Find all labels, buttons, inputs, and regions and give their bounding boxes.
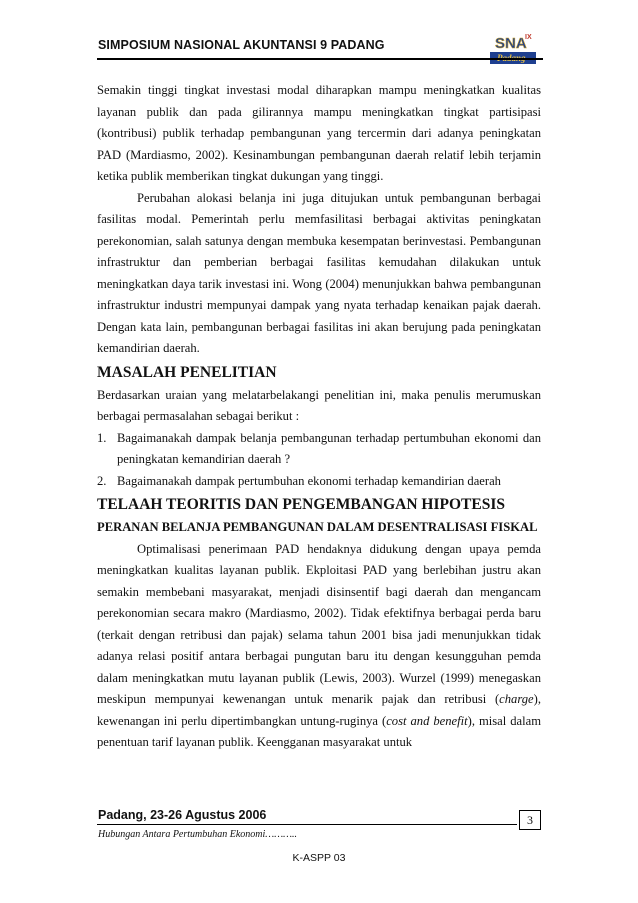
logo-subtext: Padang bbox=[497, 53, 526, 63]
sna-logo bbox=[486, 28, 540, 66]
list-number: 1. bbox=[97, 430, 107, 445]
logo-superscript: IX bbox=[525, 34, 532, 41]
list-item bbox=[97, 428, 541, 471]
text-run: ), kewenangan ini perlu dipertimbangkan untung-ruginya ( bbox=[97, 692, 541, 728]
subsection-heading: PERANAN BELANJA PEMBANGUNAN DALAM DESENTRALISASI FISKAL bbox=[97, 520, 538, 534]
section-heading: MASALAH PENELITIAN bbox=[97, 363, 277, 381]
footer-date: Padang, 23-26 Agustus 2006 bbox=[98, 808, 267, 822]
text-run: Optimalisasi penerimaan PAD hendaknya didukung dengan upaya pemda meningkatkan kualitas layanan publik. Ekploitasi PAD yang berlebihan justru akan semakin membebani masyarakat, menjadi disinsentif bagi daerah dan mengancam perekonomian secara makro (Mardiasmo, 2002). Tidak efektifnya berbagai perda baru (terkait dengan retribusi dan pajak) selama tahun 2001 bisa jadi menunjukkan tidak adanya relasi positif antara berbagai pungutan baru itu dengan kesungguhan pemda dalam meningkatkan mutu layanan publik (Lewis, 2003). Wurzel (1999) menegaskan meskipun mempunyai kewenangan untuk menarik pajak dan retribusi ( bbox=[97, 541, 541, 706]
text-run: ), misal dalam penentuan tarif layanan publik. Keengganan masyarakat untuk bbox=[97, 713, 541, 749]
paragraph: Berdasarkan uraian yang melatarbelakangi penelitian ini, maka penulis merumuskan berbagai permasalahan sebagai berikut : bbox=[97, 387, 541, 423]
header-rule bbox=[97, 58, 543, 60]
section-heading: TELAAH TEORITIS DAN PENGEMBANGAN HIPOTESIS bbox=[97, 496, 505, 513]
header-title: SIMPOSIUM NASIONAL AKUNTANSI 9 PADANG bbox=[98, 38, 385, 52]
list-item bbox=[97, 471, 541, 493]
emphasis: charge bbox=[499, 692, 534, 706]
paragraph bbox=[97, 539, 541, 754]
paragraph: Semakin tinggi tingkat investasi modal diharapkan mampu meningkatkan kualitas layanan publik dan pada gilirannya mampu meningkatkan tingkat partisipasi (kontribusi) publik terhadap pembangunan yang tercermin dari adanya peningkatan PAD (Mardiasmo, 2002). Kesinambungan pembangunan daerah relatif lebih terjamin ketika publik memberikan tingkat dukungan yang tinggi. bbox=[97, 83, 541, 183]
list-number: 2. bbox=[97, 473, 107, 488]
paragraph: Perubahan alokasi belanja ini juga ditujukan untuk pembangunan berbagai fasilitas modal. Pemerintah perlu memfasilitasi berbagai aktivitas peningkatan perekonomian, salah satunya dengan membuka kesempatan berinvestasi. Pembangunan infrastruktur dan pemberian berbagai fasilitas kemudahan dilakukan untuk meningkatkan daya tarik investasi ini. Wong (2004) menunjukkan bahwa pembangunan infrastruktur industri mempunyai dampak yang nyata terhadap kenaikan pajak daerah. Dengan kata lain, pembangunan berbagai fasilitas ini akan berujung pada peningkatan kemandirian daerah. bbox=[97, 190, 541, 355]
footer-rule bbox=[97, 824, 517, 825]
logo-text: SNA bbox=[495, 35, 527, 52]
list-text: Bagaimanakah dampak belanja pembangunan terhadap pertumbuhan ekonomi dan peningkatan kemandirian daerah ? bbox=[117, 430, 541, 466]
emphasis: cost and benefit bbox=[386, 713, 468, 728]
paper-code: K-ASPP 03 bbox=[292, 852, 346, 864]
running-title: Hubungan Antara Pertumbuhan Ekonomi……….. bbox=[98, 829, 297, 840]
main-text bbox=[97, 80, 541, 754]
page-number: 3 bbox=[519, 810, 541, 830]
list-text: Bagaimanakah dampak pertumbuhan ekonomi terhadap kemandirian daerah bbox=[117, 473, 501, 488]
